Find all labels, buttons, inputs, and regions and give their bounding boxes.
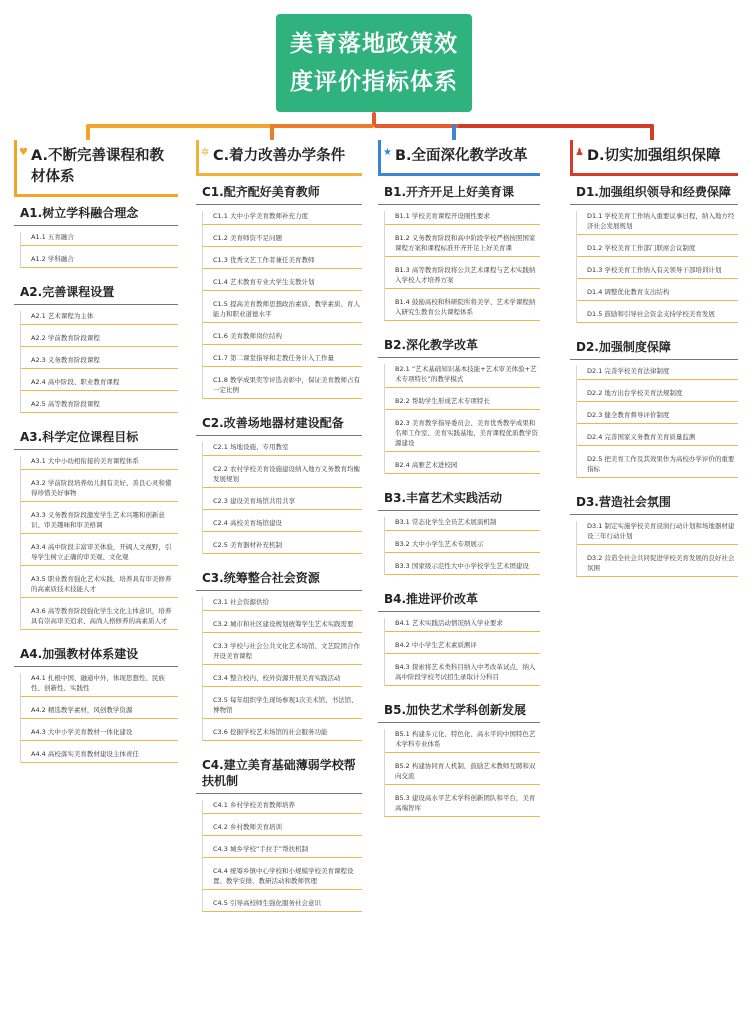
leaf-item[interactable]: A2.1 艺术课程为主体 bbox=[21, 311, 178, 325]
leaf-item[interactable]: B3.1 常态化学生全员艺术展演机制 bbox=[385, 517, 540, 531]
leaf-item[interactable]: C1.4 艺术教育专业大学生支教计划 bbox=[203, 277, 362, 291]
leaf-item[interactable]: C1.7 第二课堂指导和走教任务计入工作量 bbox=[203, 353, 362, 367]
section-items bbox=[384, 211, 540, 321]
section-items bbox=[20, 456, 178, 630]
leaf-item[interactable]: B3.3 国家级示范性大中小学校学生艺术团建设 bbox=[385, 561, 540, 575]
gear-icon: ✲ bbox=[201, 147, 210, 158]
leaf-item[interactable]: C4.2 乡村教师美育培训 bbox=[203, 822, 362, 836]
leaf-item[interactable]: B2.2 帮助学生形成艺术专项特长 bbox=[385, 396, 540, 410]
leaf-item[interactable]: A3.2 学前阶段培养幼儿拥有美好、善良心灵和懂得珍惜美好事物 bbox=[21, 478, 178, 502]
leaf-item[interactable]: D1.4 调整优化教育支出结构 bbox=[577, 287, 738, 301]
section-items bbox=[384, 729, 540, 817]
leaf-item[interactable]: C1.8 教学成果奖等评选表彰中，保证美育教师占有一定比例 bbox=[203, 375, 362, 399]
section-items bbox=[384, 618, 540, 686]
branch-title-text: A.不断完善课程和教材体系 bbox=[31, 148, 164, 185]
section-items bbox=[576, 521, 738, 577]
leaf-item[interactable]: B1.2 义务教育阶段和高中阶段学校严格按照国家课程方案和课程标准开齐开足上好美育课 bbox=[385, 233, 540, 257]
leaf-item[interactable]: C4.1 乡村学校美育教师培养 bbox=[203, 800, 362, 814]
section-title[interactable]: C1.配齐配好美育教师 bbox=[196, 176, 362, 205]
branch-c bbox=[196, 140, 362, 920]
section-title[interactable]: C2.改善场地器材建设配备 bbox=[196, 407, 362, 436]
leaf-item[interactable]: B1.1 学校美育课程开设刚性要求 bbox=[385, 211, 540, 225]
leaf-item[interactable]: C2.2 农村学校美育设施建设纳入地方义务教育均衡发展规划 bbox=[203, 464, 362, 488]
leaf-item[interactable]: C1.3 优秀文艺工作者兼任美育教师 bbox=[203, 255, 362, 269]
connector-b bbox=[374, 124, 462, 128]
branch-title[interactable] bbox=[570, 140, 738, 176]
leaf-item[interactable]: A3.1 大中小幼相衔接的美育课程体系 bbox=[21, 456, 178, 470]
branch-title[interactable] bbox=[378, 140, 540, 176]
leaf-item[interactable]: B5.2 构建协同育人机制，鼓励艺术教师互聘和双向交流 bbox=[385, 761, 540, 785]
section-title[interactable]: D1.加强组织领导和经费保障 bbox=[570, 176, 738, 205]
section-title[interactable]: C3.统筹整合社会资源 bbox=[196, 562, 362, 591]
leaf-item[interactable]: D2.2 地方出台学校美育法规制度 bbox=[577, 388, 738, 402]
section-title[interactable]: B1.开齐开足上好美育课 bbox=[378, 176, 540, 205]
leaf-item[interactable]: B4.3 探索将艺术类科目纳入中考改革试点，纳入高中阶段学校考试招生录取计分科目 bbox=[385, 662, 540, 686]
leaf-item[interactable]: C1.2 美育师资不足问题 bbox=[203, 233, 362, 247]
section-title[interactable]: D2.加强制度保障 bbox=[570, 331, 738, 360]
branch-d bbox=[570, 140, 738, 585]
branch-title-text: B.全面深化教学改革 bbox=[395, 148, 528, 164]
heart-icon: ♥ bbox=[19, 147, 28, 158]
leaf-item[interactable]: C3.5 每年组织学生现场参观1次美术馆、书法馆、博物馆 bbox=[203, 695, 362, 719]
person-icon: ♟ bbox=[575, 147, 584, 158]
root-title-line2: 度评价指标体系 bbox=[290, 69, 458, 95]
section-items bbox=[202, 597, 362, 741]
leaf-item[interactable]: D1.3 学校美育工作纳入有关领导干部培训计划 bbox=[577, 265, 738, 279]
root-title-line1: 美育落地政策效 bbox=[290, 31, 458, 57]
leaf-item[interactable]: D1.1 学校美育工作纳入重要议事日程，纳入地方经济社会发展规划 bbox=[577, 211, 738, 235]
section-items bbox=[20, 232, 178, 268]
section-items bbox=[384, 364, 540, 474]
leaf-item[interactable]: C3.4 整合校内、校外资源开展美育实践活动 bbox=[203, 673, 362, 687]
leaf-item[interactable]: C4.3 城乡学校“手拉手”帮扶机制 bbox=[203, 844, 362, 858]
connector-d bbox=[458, 124, 654, 128]
leaf-item[interactable]: C2.3 建设美育场馆共用共享 bbox=[203, 496, 362, 510]
leaf-item[interactable]: B4.2 中小学生艺术素质测评 bbox=[385, 640, 540, 654]
leaf-item[interactable]: A4.1 扎根中国、融通中外，体现思想性、民族性、创新性、实践性 bbox=[21, 673, 178, 697]
section-items bbox=[202, 442, 362, 554]
leaf-item[interactable]: A3.6 高等教育阶段强化学生文化主体意识，培养具有崇高审美追求、高尚人格修养的高素质人才 bbox=[21, 606, 178, 630]
leaf-item[interactable]: C2.1 场地设施、专用教室 bbox=[203, 442, 362, 456]
leaf-item[interactable]: C3.1 社会资源供给 bbox=[203, 597, 362, 611]
leaf-item[interactable]: C2.5 美育器材补充机制 bbox=[203, 540, 362, 554]
section-items bbox=[202, 211, 362, 399]
leaf-item[interactable]: A3.5 职业教育强化艺术实践，培养具有审美修养的高素质技术技能人才 bbox=[21, 574, 178, 598]
section-title[interactable]: A3.科学定位课程目标 bbox=[14, 421, 178, 450]
leaf-item[interactable]: A3.3 义务教育阶段激发学生艺术兴趣和创新意识、审美趣味和审美格调 bbox=[21, 510, 178, 534]
section-title[interactable]: A1.树立学科融合理念 bbox=[14, 197, 178, 226]
leaf-item[interactable]: B5.3 建设高水平艺术学科创新团队和平台，美育高端智库 bbox=[385, 793, 540, 817]
leaf-item[interactable]: C4.5 引导高校师生强化服务社会意识 bbox=[203, 898, 362, 912]
leaf-item[interactable]: C3.6 挖掘学校艺术场馆的社会服务功能 bbox=[203, 727, 362, 741]
leaf-item[interactable]: A2.4 高中阶段、职业教育课程 bbox=[21, 377, 178, 391]
branch-title[interactable] bbox=[196, 140, 362, 176]
leaf-item[interactable]: C3.2 城市和社区建设规划统筹学生艺术实践需要 bbox=[203, 619, 362, 633]
branch-title-text: D.切实加强组织保障 bbox=[587, 148, 721, 164]
section-title[interactable]: B3.丰富艺术实践活动 bbox=[378, 482, 540, 511]
root-topic[interactable] bbox=[276, 14, 472, 112]
leaf-item[interactable]: B2.4 高雅艺术进校园 bbox=[385, 460, 540, 474]
leaf-item[interactable]: D3.1 制定实施学校美育浸润行动计划和场地器材建设三年行动计划 bbox=[577, 521, 738, 545]
leaf-item[interactable]: A1.1 五育融合 bbox=[21, 232, 178, 246]
leaf-item[interactable]: A2.2 学前教育阶段课程 bbox=[21, 333, 178, 347]
leaf-item[interactable]: D2.5 把美育工作及其效果作为高校办学评价的重要指标 bbox=[577, 454, 738, 478]
leaf-item[interactable]: D3.2 营造全社会共同促进学校美育发展的良好社会氛围 bbox=[577, 553, 738, 577]
branch-a bbox=[14, 140, 178, 771]
section-items bbox=[202, 800, 362, 912]
leaf-item[interactable]: C3.3 学校与社会公共文化艺术场馆、文艺院团合作开设美育课程 bbox=[203, 641, 362, 665]
section-title[interactable]: A4.加强教材体系建设 bbox=[14, 638, 178, 667]
leaf-item[interactable]: B2.3 美育教学指导委员会、美育优秀教学成果和名师工作室、美育实践基地、美育课程优质教学资源建设 bbox=[385, 418, 540, 452]
section-items bbox=[384, 517, 540, 575]
leaf-item[interactable]: A4.3 大中小学美育教材一体化建设 bbox=[21, 727, 178, 741]
leaf-item[interactable]: D1.5 鼓励和引导社会资金支持学校美育发展 bbox=[577, 309, 738, 323]
leaf-item[interactable]: A2.3 义务教育阶段课程 bbox=[21, 355, 178, 369]
leaf-item[interactable]: A2.5 高等教育阶段课程 bbox=[21, 399, 178, 413]
section-title[interactable]: B4.推进评价改革 bbox=[378, 583, 540, 612]
connector-a bbox=[86, 124, 276, 128]
leaf-item[interactable]: D1.2 学校美育工作部门联席会议制度 bbox=[577, 243, 738, 257]
branch-title[interactable] bbox=[14, 140, 178, 197]
leaf-item[interactable]: C1.1 大中小学美育教师补充力度 bbox=[203, 211, 362, 225]
section-title[interactable]: B5.加快艺术学科创新发展 bbox=[378, 694, 540, 723]
section-items bbox=[20, 311, 178, 413]
leaf-item[interactable]: B1.4 鼓励高校和科研院所将美学、艺术学课程纳入研究生教育公共课程体系 bbox=[385, 297, 540, 321]
section-title[interactable]: C4.建立美育基础薄弱学校帮扶机制 bbox=[196, 749, 362, 794]
leaf-item[interactable]: B1.3 高等教育阶段将公共艺术课程与艺术实践纳入学校人才培养方案 bbox=[385, 265, 540, 289]
leaf-item[interactable]: B3.2 大中小学生艺术专项展示 bbox=[385, 539, 540, 553]
star-icon: ★ bbox=[383, 147, 392, 158]
leaf-item[interactable]: A1.2 学科融合 bbox=[21, 254, 178, 268]
section-title[interactable]: B2.深化教学改革 bbox=[378, 329, 540, 358]
connector-c bbox=[270, 124, 374, 128]
leaf-item[interactable]: D2.1 完善学校美育法律制度 bbox=[577, 366, 738, 380]
leaf-item[interactable]: A3.4 高中阶段丰富审美体验，开阔人文视野，引导学生树立正确的审美观、文化观 bbox=[21, 542, 178, 566]
leaf-item[interactable]: A4.4 高校落实美育教材建设主体责任 bbox=[21, 749, 178, 763]
branch-title-text: C.着力改善办学条件 bbox=[213, 148, 346, 164]
section-items bbox=[20, 673, 178, 763]
leaf-item[interactable]: B4.1 艺术实践活动情况纳入学业要求 bbox=[385, 618, 540, 632]
section-items bbox=[576, 211, 738, 323]
section-title[interactable]: D3.营造社会氛围 bbox=[570, 486, 738, 515]
leaf-item[interactable]: C1.6 美育教师岗位结构 bbox=[203, 331, 362, 345]
section-title[interactable]: A2.完善课程设置 bbox=[14, 276, 178, 305]
section-items bbox=[576, 366, 738, 478]
leaf-item[interactable]: A4.2 精选教学素材，风创教学资源 bbox=[21, 705, 178, 719]
leaf-item[interactable]: D2.3 健全教育督导评价制度 bbox=[577, 410, 738, 424]
branch-b bbox=[378, 140, 540, 825]
leaf-item[interactable]: D2.4 完善国家义务教育美育质量监测 bbox=[577, 432, 738, 446]
leaf-item[interactable]: C2.4 高校美育场馆建设 bbox=[203, 518, 362, 532]
leaf-item[interactable]: C4.4 统筹乡镇中心学校和小规模学校美育课程设置、教学安排、教研活动和教师管理 bbox=[203, 866, 362, 890]
leaf-item[interactable]: C1.5 提高美育教师思想政治素质、教学素质、育人能力和职业道德水平 bbox=[203, 299, 362, 323]
leaf-item[interactable]: B5.1 构建多元化、特色化、高水平的中国特色艺术学科专业体系 bbox=[385, 729, 540, 753]
leaf-item[interactable]: B2.1 “艺术基础知识基本技能+艺术审美体验+艺术专项特长”的教学模式 bbox=[385, 364, 540, 388]
